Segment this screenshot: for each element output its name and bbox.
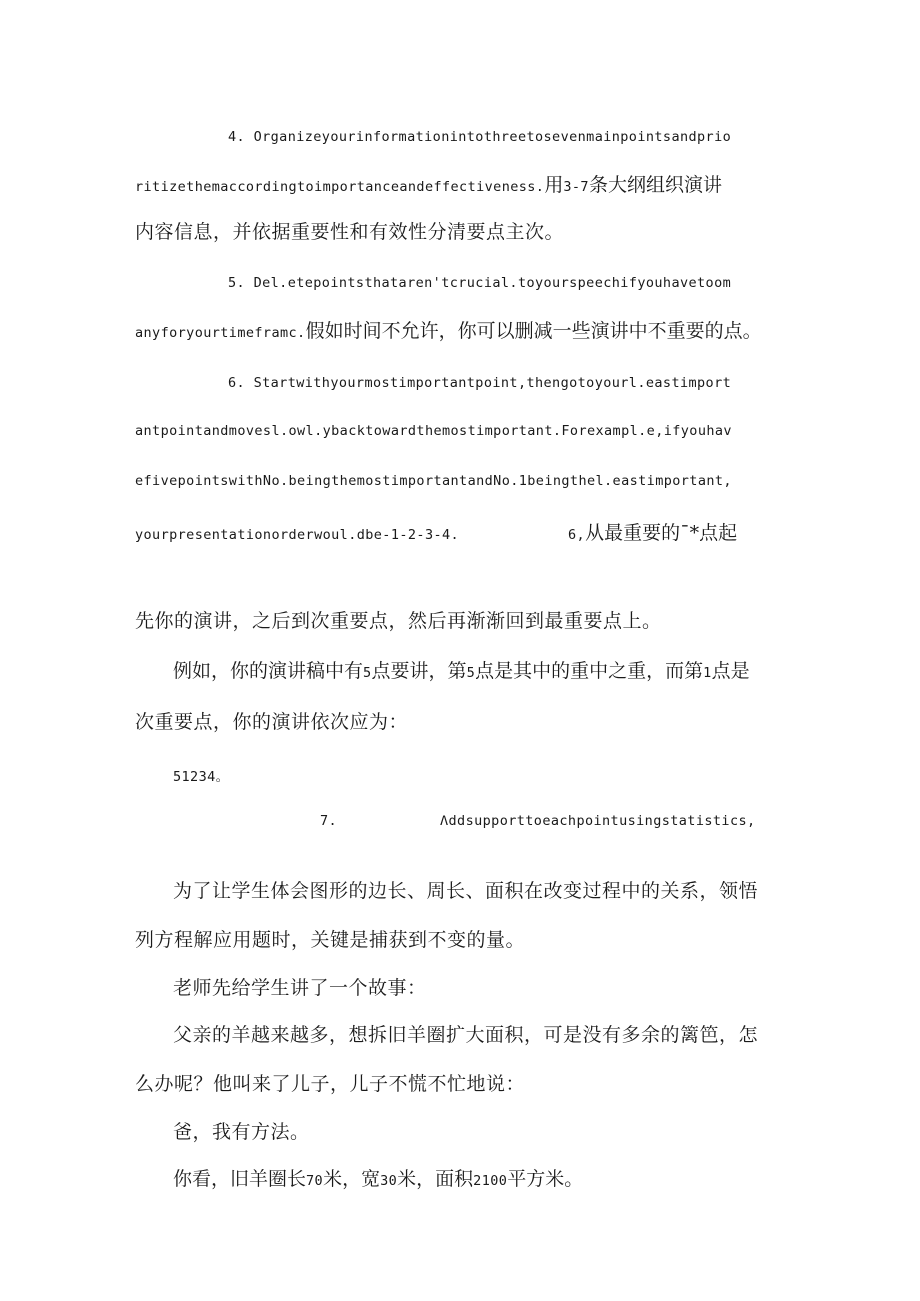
item-6-line-4-english: yourpresentationorderwoul.dbe-1-2-3-4. bbox=[135, 527, 460, 543]
math-line-7-b: 米，宽 bbox=[323, 1168, 381, 1190]
item-5-line-2-english: anyforyourtimeframc. bbox=[135, 325, 306, 341]
item-7-text: Λddsupporttoeachpointusingstatistics, bbox=[440, 813, 756, 829]
item-6-line-6-b: 点要讲，第 bbox=[371, 660, 467, 682]
item-4-line-1: 4. Organizeyourinformationintothreetosevenmainpointsandprio bbox=[228, 129, 732, 145]
math-paragraph-line-5: 么办呢？他叫来了儿子，儿子不慌不忙地说： bbox=[135, 1073, 526, 1095]
math-line-7-c: 米，面积 bbox=[397, 1168, 474, 1190]
item-6-line-6-num-3: 1 bbox=[703, 665, 712, 681]
item-6-line-6-num-1: 5 bbox=[363, 665, 372, 681]
item-6-line-6-num-2: 5 bbox=[466, 665, 476, 681]
item-6-line-6 bbox=[173, 662, 750, 681]
item-4-line-2 bbox=[135, 176, 722, 195]
item-4-line-3: 内容信息，并依据重要性和有效性分清要点主次。 bbox=[135, 221, 565, 243]
math-paragraph-line-2: 列方程解应用题时，关键是捕获到不变的量。 bbox=[135, 929, 526, 951]
item-6-line-8-number: 51234。 bbox=[173, 769, 230, 785]
math-line-7-num-2: 30 bbox=[380, 1173, 398, 1189]
item-6-line-5: 先你的演讲，之后到次重要点，然后再渐渐回到最重要点上。 bbox=[135, 610, 662, 632]
math-line-7-num-3: 2100 bbox=[473, 1173, 508, 1189]
item-6-line-6-c: 点是其中的重中之重，而第 bbox=[475, 660, 704, 682]
item-6-line-6-a: 例如，你的演讲稿中有 bbox=[173, 660, 364, 682]
math-line-7-num-1: 70 bbox=[306, 1173, 324, 1189]
item-5-line-2-chinese: 假如时间不允许，你可以删减一些演讲中不重要的点。 bbox=[305, 320, 762, 342]
item-6-line-3: efivepointswithNo.beingthemostimportantandNo.1beingthel.eastimportant, bbox=[135, 473, 732, 489]
item-6-line-4-chinese bbox=[568, 524, 737, 543]
item-6-line-7: 次重要点，你的演讲依次应为： bbox=[135, 711, 409, 733]
math-paragraph-line-3: 老师先给学生讲了一个故事： bbox=[173, 977, 427, 999]
item-4-line-2-chinese-a: 用 bbox=[544, 174, 564, 196]
item-4-line-2-english: ritizethemaccordingtoimportanceandeffectiveness. bbox=[135, 179, 545, 195]
item-5-line-1: 5. Del.etepointsthataren'tcrucial.toyourspeechifyouhavetoom bbox=[228, 275, 732, 291]
item-6-line-4-chinese-text: 从最重要的¯*点起 bbox=[585, 522, 738, 544]
math-paragraph-line-4: 父亲的羊越来越多，想拆旧羊圈扩大面积，可是没有多余的篱笆，怎 bbox=[173, 1024, 759, 1046]
item-6-line-6-d: 点是 bbox=[711, 660, 750, 682]
math-paragraph-line-1: 为了让学生体会图形的边长、周长、面积在改变过程中的关系，领悟 bbox=[173, 880, 759, 902]
math-line-7-a: 你看，旧羊圈长 bbox=[173, 1168, 307, 1190]
item-6-line-2: antpointandmovesl.owl.ybacktowardthemostimportant.Forexampl.e,ifyouhav bbox=[135, 423, 732, 439]
item-6-line-4-number: 6, bbox=[568, 527, 586, 543]
math-paragraph-line-7 bbox=[173, 1170, 583, 1189]
item-7-number: 7. bbox=[320, 813, 338, 829]
item-6-line-8 bbox=[173, 766, 230, 785]
item-5-line-2 bbox=[135, 322, 762, 341]
math-line-7-d: 平方米。 bbox=[507, 1168, 584, 1190]
item-6-line-1: 6. Startwithyourmostimportantpoint,thengotoyourl.eastimport bbox=[228, 375, 732, 391]
item-4-line-2-chinese-b: 条大纲组织演讲 bbox=[588, 174, 722, 196]
item-4-line-2-number: 3-7 bbox=[563, 179, 589, 195]
math-paragraph-line-6: 爸，我有方法。 bbox=[173, 1121, 310, 1143]
